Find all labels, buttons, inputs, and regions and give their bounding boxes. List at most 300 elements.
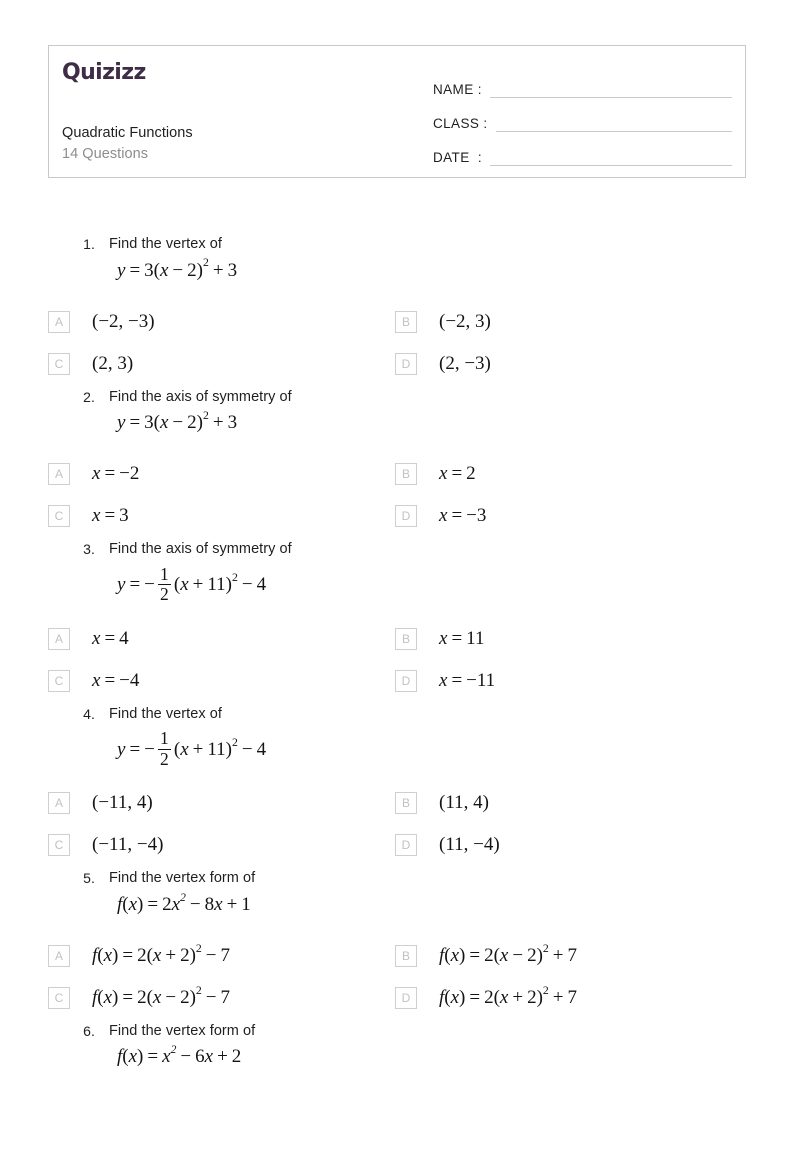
- math-sign: −: [473, 834, 484, 856]
- math-number: ): [459, 944, 466, 966]
- question-prompt: Find the vertex of: [109, 236, 222, 252]
- math-variable: x: [439, 627, 448, 649]
- option-letter-badge: D: [395, 987, 417, 1009]
- math-number: (2,: [92, 352, 113, 374]
- math-operator: =: [122, 986, 134, 1008]
- class-input[interactable]: [496, 130, 732, 132]
- math-number: 2: [187, 259, 197, 281]
- math-power-close: )$^2$: [536, 983, 549, 1008]
- name-field-row: [433, 66, 732, 100]
- math-variable: f: [92, 986, 98, 1008]
- math-variable-power: $x^2$: [162, 1043, 177, 1068]
- math-sign: −: [144, 574, 155, 596]
- math-operator: =: [451, 669, 463, 691]
- math-variable: y: [117, 738, 126, 760]
- option-letter-badge: B: [395, 628, 417, 650]
- math-variable: x: [128, 1046, 138, 1068]
- question-formula: [117, 890, 251, 915]
- question-item: [48, 235, 746, 385]
- option-letter-badge: C: [48, 353, 70, 375]
- math-number: (: [173, 574, 181, 596]
- math-number: (: [146, 986, 153, 1008]
- question-body: [95, 705, 746, 769]
- math-number: 11,: [109, 834, 133, 856]
- answer-option-c[interactable]: [48, 977, 395, 1019]
- question-body: [95, 235, 746, 287]
- math-power-close: )$^2$: [536, 941, 549, 966]
- fraction-numerator: 1: [160, 728, 169, 749]
- math-operator: +: [552, 986, 564, 1008]
- math-number: 3: [227, 259, 238, 281]
- option-grid: [48, 301, 746, 385]
- question-formula-row: [109, 563, 746, 605]
- question-item: [48, 1022, 746, 1074]
- math-exponent: 2: [542, 983, 549, 997]
- answer-option-d[interactable]: [395, 343, 746, 385]
- math-power-close: )$^2$: [189, 983, 202, 1008]
- option-letter-badge: B: [395, 463, 417, 485]
- math-variable: y: [117, 412, 126, 434]
- math-number: 7: [220, 944, 231, 966]
- question-body: [95, 1022, 746, 1074]
- question-number: 4.: [83, 705, 95, 722]
- math-number: ): [112, 986, 119, 1008]
- answer-option-b[interactable]: [395, 453, 746, 495]
- math-variable: f: [92, 944, 98, 966]
- math-operator: −: [205, 944, 217, 966]
- fraction: [158, 730, 171, 768]
- option-text: [70, 464, 139, 484]
- option-letter-badge: A: [48, 463, 70, 485]
- math-number: 4: [119, 627, 129, 649]
- math-number: 2,: [109, 310, 124, 332]
- answer-option-a[interactable]: [48, 935, 395, 977]
- math-variable: x: [450, 944, 460, 966]
- math-number: 6: [195, 1046, 205, 1068]
- fraction-numerator: 1: [160, 563, 169, 584]
- math-operator: =: [147, 893, 159, 915]
- option-formula: [439, 464, 476, 483]
- math-number: 2: [484, 944, 494, 966]
- option-letter-badge: C: [48, 505, 70, 527]
- math-number: (: [444, 944, 451, 966]
- question-number: 1.: [83, 236, 95, 252]
- math-number: 4: [256, 738, 267, 760]
- math-variable: x: [159, 412, 169, 434]
- date-field-row: [433, 134, 732, 168]
- question-number: 6.: [83, 1022, 95, 1039]
- math-number: 7: [567, 944, 578, 966]
- option-letter-badge: C: [48, 834, 70, 856]
- math-operator: +: [192, 574, 204, 596]
- math-number: 3): [475, 352, 491, 374]
- math-power-close: )$^2$: [225, 735, 238, 760]
- math-variable: x: [439, 505, 448, 527]
- math-sign: −: [119, 669, 130, 691]
- worksheet-page: [0, 45, 794, 1168]
- page-title: Quadratic Functions: [62, 124, 193, 141]
- math-number: 1: [241, 893, 251, 915]
- fraction-denominator: 2: [160, 584, 169, 605]
- option-formula: [92, 983, 231, 1008]
- math-number: 11: [207, 738, 226, 760]
- answer-option-b[interactable]: [395, 301, 746, 343]
- math-number: 4: [129, 669, 140, 691]
- math-exponent: 2: [195, 983, 202, 997]
- math-number: (: [92, 834, 99, 856]
- question-header: [48, 388, 746, 440]
- math-variable: x: [439, 463, 448, 485]
- option-text: [417, 629, 484, 649]
- math-sign: −: [136, 834, 148, 856]
- option-grid: [48, 935, 746, 1019]
- math-operator: =: [129, 259, 141, 281]
- answer-option-c[interactable]: [48, 824, 395, 866]
- math-operator: +: [212, 412, 224, 434]
- math-variable: y: [117, 259, 126, 281]
- name-input[interactable]: [490, 96, 732, 98]
- option-letter-badge: A: [48, 945, 70, 967]
- question-formula: [117, 256, 238, 281]
- question-header: [48, 869, 746, 921]
- math-operator: −: [512, 944, 524, 966]
- math-variable: x: [204, 1046, 214, 1068]
- math-number: 2: [527, 986, 537, 1008]
- math-number: (: [153, 412, 160, 434]
- option-letter-badge: C: [48, 987, 70, 1009]
- option-formula: [439, 671, 495, 690]
- math-number: 3: [119, 505, 129, 527]
- math-operator: =: [129, 574, 141, 596]
- answer-option-a[interactable]: [48, 301, 395, 343]
- math-sign: −: [98, 834, 110, 856]
- math-variable: f: [439, 986, 445, 1008]
- option-text: [417, 312, 491, 332]
- math-variable: x: [128, 893, 138, 915]
- math-number: (2,: [439, 352, 460, 374]
- math-number: 2: [162, 893, 172, 915]
- option-text: [70, 941, 231, 966]
- math-number: (: [122, 1046, 129, 1068]
- question-list: [48, 235, 746, 1073]
- math-power-close: )$^2$: [189, 941, 202, 966]
- math-operator: =: [129, 412, 141, 434]
- question-item: [48, 540, 746, 702]
- option-formula: [92, 312, 155, 331]
- math-operator: =: [122, 944, 134, 966]
- header-fields-panel: [421, 46, 745, 177]
- math-variable: x: [103, 986, 113, 1008]
- option-letter-badge: D: [395, 670, 417, 692]
- option-text: [417, 941, 578, 966]
- math-operator: +: [226, 893, 238, 915]
- math-number: 3): [475, 310, 491, 332]
- question-item: [48, 705, 746, 867]
- math-operator: =: [469, 986, 481, 1008]
- option-formula: [92, 671, 139, 690]
- math-number: (: [92, 310, 99, 332]
- math-number: 8: [204, 893, 215, 915]
- math-number: 2: [180, 944, 190, 966]
- math-sign: −: [466, 669, 477, 691]
- option-letter-badge: D: [395, 834, 417, 856]
- math-number: 3: [476, 505, 487, 527]
- math-variable: x: [439, 669, 448, 691]
- math-number: 4): [483, 834, 500, 856]
- question-item: [48, 869, 746, 1019]
- option-text: [417, 671, 495, 691]
- math-variable: f: [439, 944, 445, 966]
- math-operator: +: [217, 1046, 228, 1068]
- math-power-close: )$^2$: [196, 409, 209, 434]
- math-variable-power: $x^2$: [171, 890, 186, 915]
- question-formula: [117, 730, 266, 768]
- math-number: ): [137, 893, 144, 915]
- math-exponent: 2: [202, 409, 209, 423]
- question-count-label: 14 Questions: [62, 145, 149, 162]
- math-number: 2: [180, 986, 190, 1008]
- math-operator: −: [189, 893, 201, 915]
- math-sign: −: [98, 792, 110, 814]
- answer-option-d[interactable]: [395, 660, 746, 702]
- option-text: [70, 312, 155, 332]
- math-variable: x: [92, 505, 101, 527]
- math-power-close: )$^2$: [196, 256, 209, 281]
- math-number: 4: [256, 574, 267, 596]
- math-number: (11,: [439, 792, 469, 814]
- math-number: 2,: [456, 310, 471, 332]
- math-number: 3: [144, 412, 154, 434]
- answer-option-d[interactable]: [395, 977, 746, 1019]
- math-variable: x: [499, 986, 509, 1008]
- math-sign: −: [466, 505, 477, 527]
- class-field-row: [433, 100, 732, 134]
- math-variable: x: [159, 259, 169, 281]
- math-number: 2: [129, 463, 140, 485]
- option-formula: [92, 629, 129, 648]
- option-formula: [92, 464, 139, 483]
- option-formula: [439, 312, 491, 331]
- answer-option-d[interactable]: [395, 824, 746, 866]
- math-number: 11: [476, 669, 496, 691]
- option-grid: [48, 782, 746, 866]
- math-number: (: [97, 944, 104, 966]
- option-formula: [439, 506, 486, 525]
- math-operator: −: [241, 574, 253, 596]
- math-exponent: 2: [231, 571, 238, 585]
- option-letter-badge: B: [395, 945, 417, 967]
- math-number: 3): [138, 310, 155, 332]
- option-formula: [92, 354, 133, 373]
- math-exponent: 2: [542, 941, 549, 955]
- option-text: [70, 793, 153, 813]
- answer-option-d[interactable]: [395, 495, 746, 537]
- option-formula: [92, 793, 153, 812]
- math-operator: =: [104, 505, 116, 527]
- question-number: 2.: [83, 388, 95, 405]
- math-exponent: 2: [231, 735, 238, 749]
- option-text: [70, 671, 139, 691]
- math-operator: −: [172, 412, 184, 434]
- question-formula-row: [109, 890, 746, 921]
- math-sign: −: [128, 310, 139, 332]
- option-letter-badge: D: [395, 505, 417, 527]
- option-grid: [48, 453, 746, 537]
- math-number: 7: [220, 986, 231, 1008]
- question-formula-row: [109, 409, 746, 439]
- math-number: 11: [207, 574, 226, 596]
- fraction: [158, 563, 171, 605]
- option-formula: [439, 354, 491, 373]
- date-field-label: DATE :: [433, 150, 483, 165]
- option-formula: [439, 835, 500, 854]
- header-titles: [62, 123, 421, 177]
- answer-option-a[interactable]: [48, 618, 395, 660]
- math-number: (: [97, 986, 104, 1008]
- math-number: 4): [473, 792, 489, 814]
- math-variable: x: [92, 669, 101, 691]
- math-operator: =: [129, 738, 141, 760]
- math-exponent: 2: [180, 890, 186, 904]
- question-prompt: Find the axis of symmetry of: [109, 388, 292, 405]
- option-letter-badge: B: [395, 311, 417, 333]
- answer-option-a[interactable]: [48, 453, 395, 495]
- option-text: [70, 629, 129, 649]
- question-body: [95, 388, 746, 440]
- question-formula-row: [109, 1043, 746, 1073]
- math-number: 3: [144, 259, 154, 281]
- question-header: [48, 235, 746, 287]
- header-left-panel: [49, 46, 421, 177]
- date-input[interactable]: [490, 164, 732, 166]
- option-text: [417, 793, 489, 813]
- option-letter-badge: A: [48, 792, 70, 814]
- math-variable: x: [180, 574, 189, 596]
- question-item: [48, 388, 746, 538]
- answer-option-c[interactable]: [48, 343, 395, 385]
- math-operator: =: [451, 627, 463, 649]
- math-number: ): [112, 944, 119, 966]
- math-number: ): [459, 986, 466, 1008]
- question-prompt: Find the vertex form of: [109, 870, 256, 887]
- option-letter-badge: D: [395, 353, 417, 375]
- math-variable: f: [117, 1046, 123, 1068]
- math-number: (: [493, 944, 500, 966]
- question-body: [95, 869, 746, 921]
- math-operator: −: [241, 738, 253, 760]
- option-letter-badge: A: [48, 311, 70, 333]
- option-text: [70, 506, 129, 526]
- math-sign: −: [464, 352, 476, 374]
- answer-option-b[interactable]: [395, 618, 746, 660]
- option-formula: [92, 835, 163, 854]
- math-number: 2: [137, 986, 147, 1008]
- math-number: (: [444, 986, 451, 1008]
- question-body: [95, 540, 746, 604]
- math-number: 2: [231, 1046, 242, 1068]
- option-formula: [439, 629, 484, 648]
- math-number: 7: [567, 986, 578, 1008]
- math-operator: +: [212, 259, 224, 281]
- math-variable: f: [117, 893, 123, 915]
- answer-option-b[interactable]: [395, 935, 746, 977]
- math-variable: y: [117, 574, 126, 596]
- math-number: 11,: [109, 792, 133, 814]
- math-operator: =: [451, 463, 463, 485]
- answer-option-a[interactable]: [48, 782, 395, 824]
- math-number: 2: [187, 412, 197, 434]
- math-number: (: [153, 259, 160, 281]
- math-operator: +: [512, 986, 524, 1008]
- question-header: [48, 540, 746, 604]
- math-variable: x: [152, 944, 162, 966]
- option-letter-badge: A: [48, 628, 70, 650]
- answer-option-c[interactable]: [48, 660, 395, 702]
- question-formula: [117, 409, 238, 434]
- math-operator: −: [172, 259, 184, 281]
- math-sign: −: [119, 463, 130, 485]
- option-letter-badge: C: [48, 670, 70, 692]
- math-sign: −: [144, 738, 155, 760]
- answer-option-c[interactable]: [48, 495, 395, 537]
- question-prompt: Find the vertex form of: [109, 1022, 256, 1039]
- option-formula: [439, 941, 578, 966]
- math-operator: =: [451, 505, 463, 527]
- option-text: [70, 354, 133, 374]
- math-operator: −: [180, 1046, 192, 1068]
- math-number: (: [146, 944, 153, 966]
- option-formula: [92, 506, 129, 525]
- math-number: (: [122, 893, 129, 915]
- math-variable: x: [450, 986, 460, 1008]
- math-number: ): [137, 1046, 144, 1068]
- option-formula: [92, 941, 231, 966]
- question-header: [48, 705, 746, 769]
- quizizz-logo: Quizizz: [62, 60, 146, 85]
- math-variable: x: [92, 463, 101, 485]
- math-operator: =: [469, 944, 481, 966]
- option-text: [417, 506, 486, 526]
- math-operator: =: [104, 463, 116, 485]
- class-field-label: CLASS :: [433, 116, 488, 131]
- option-text: [417, 983, 578, 1008]
- option-text: [417, 835, 500, 855]
- question-number: 5.: [83, 870, 95, 887]
- question-formula: [117, 1043, 242, 1068]
- math-exponent: 2: [202, 256, 209, 270]
- math-exponent: 2: [195, 941, 202, 955]
- math-number: (: [493, 986, 500, 1008]
- option-formula: [439, 983, 578, 1008]
- question-number: 3.: [83, 541, 95, 558]
- math-number: 4): [136, 792, 153, 814]
- answer-option-b[interactable]: [395, 782, 746, 824]
- math-operator: =: [104, 627, 116, 649]
- math-number: (: [439, 310, 446, 332]
- worksheet-header-card: [48, 45, 746, 178]
- math-number: 3: [227, 412, 238, 434]
- math-operator: +: [192, 738, 204, 760]
- math-operator: =: [104, 669, 116, 691]
- option-text: [417, 464, 476, 484]
- option-text: [417, 354, 491, 374]
- option-formula: [439, 793, 489, 812]
- math-number: 3): [117, 352, 134, 374]
- math-number: (11,: [439, 834, 469, 856]
- math-number: (: [173, 738, 181, 760]
- math-operator: −: [205, 986, 217, 1008]
- math-variable: x: [180, 738, 189, 760]
